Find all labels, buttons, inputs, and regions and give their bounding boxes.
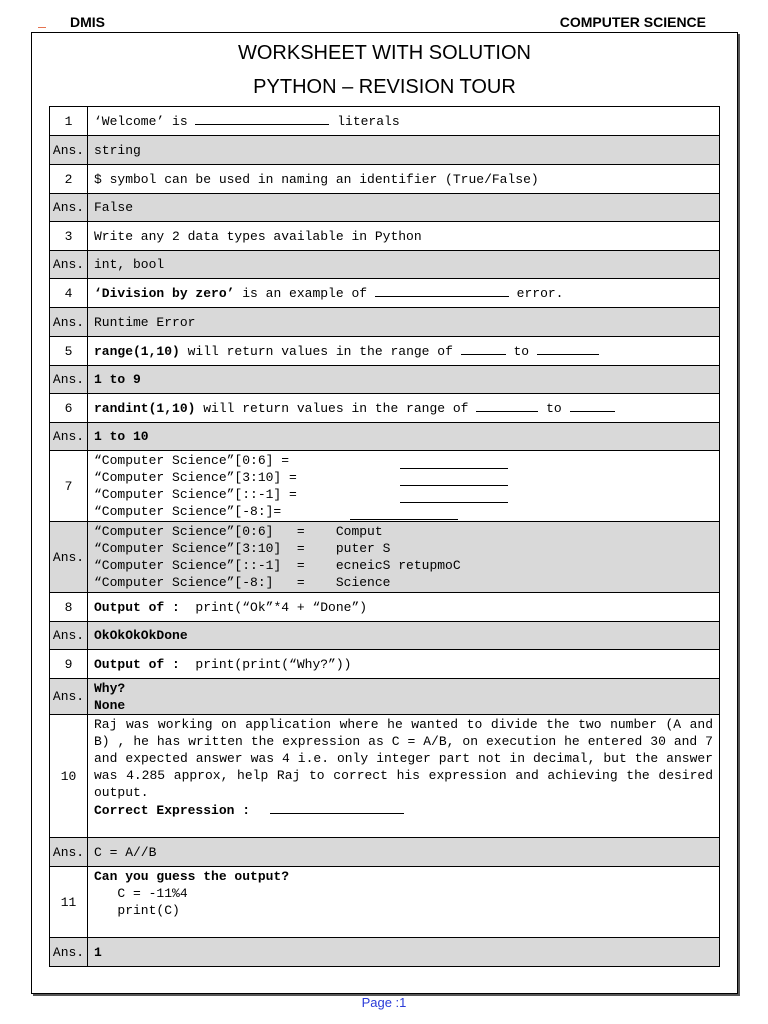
answer-blank [400, 456, 508, 469]
q10-paragraph: Raj was working on application where he wanted to divide the two number (A and B) , he has written the expression as C = A/B, on execution he entered 30 and 7 and expected answer was 4 i.e. only integer part not in decimal, but the answer was 4.285 approx, help Raj to correct his expression and achieving the desired output. [94, 717, 713, 800]
question-number: 1 [50, 107, 88, 136]
q11-label: Can you guess the output? [94, 869, 290, 884]
q4-bold-term: ‘Division by zero’ [94, 286, 235, 301]
question-row [50, 165, 720, 194]
q7-line [94, 469, 713, 486]
answer-blank [537, 342, 599, 355]
question-text [88, 593, 720, 622]
answer-text: string [88, 136, 720, 165]
question-row [50, 867, 720, 938]
q7-line [94, 486, 713, 503]
answer-label: Ans. [50, 938, 88, 967]
answer-row [50, 522, 720, 593]
answer-blank [270, 801, 404, 814]
answer-label: Ans. [50, 366, 88, 394]
answer-label: Ans. [50, 194, 88, 222]
q9-answer-line: Why? [94, 680, 126, 696]
answer-text: False [88, 194, 720, 222]
q7-expr: “Computer Science”[3:10] = [94, 470, 297, 485]
answer-blank [195, 112, 329, 125]
question-text [88, 715, 720, 838]
q6-text-to: to [538, 401, 570, 416]
question-row [50, 715, 720, 838]
q5-bold-term: range(1,10) [94, 344, 180, 359]
q7-answer-line: “Computer Science”[::-1] = ecneicS retupmoC [94, 558, 461, 573]
header-subject: COMPUTER SCIENCE [559, 14, 706, 30]
answer-row [50, 308, 720, 337]
q9-answer-line: None [94, 697, 126, 713]
question-text [88, 451, 720, 522]
q6-bold-term: randint(1,10) [94, 401, 196, 416]
header-mark [38, 27, 46, 28]
question-text: Write any 2 data types available in Python [88, 222, 720, 251]
answer-row [50, 194, 720, 222]
answer-blank [476, 399, 538, 412]
question-number: 11 [50, 867, 88, 938]
question-number: 7 [50, 451, 88, 522]
q7-expr: “Computer Science”[0:6] = [94, 453, 290, 468]
q7-expr: “Computer Science”[-8:]= [94, 504, 282, 519]
question-text [88, 107, 720, 136]
answer-blank [400, 490, 508, 503]
q6-text-mid: will return values in the range of [195, 401, 477, 416]
q5-text-mid: will return values in the range of [179, 344, 461, 359]
q7-line [94, 503, 713, 520]
question-number: 4 [50, 279, 88, 308]
question-number: 3 [50, 222, 88, 251]
q5-text-to: to [505, 344, 537, 359]
question-text [88, 279, 720, 308]
question-row [50, 337, 720, 366]
worksheet-subtitle: PYTHON – REVISION TOUR [253, 76, 516, 98]
question-text [88, 650, 720, 679]
question-row [50, 107, 720, 136]
header-school: DMIS [70, 14, 105, 30]
answer-row [50, 622, 720, 650]
q11-code-line: C = -11%4 [94, 886, 188, 901]
question-number: 5 [50, 337, 88, 366]
question-table [49, 106, 720, 967]
question-row [50, 279, 720, 308]
question-row [50, 451, 720, 522]
answer-text: C = A//B [88, 838, 720, 867]
q4-text-mid: is an example of [234, 286, 375, 301]
page-number: Page :1 [361, 995, 407, 1010]
q8-label: Output of : [94, 599, 180, 615]
question-text [88, 867, 720, 938]
answer-row [50, 679, 720, 715]
q9-code: print(print(“Why?”)) [179, 656, 352, 672]
answer-row [50, 136, 720, 165]
question-number: 6 [50, 394, 88, 423]
answer-row [50, 366, 720, 394]
q10-correct-expression [94, 801, 713, 819]
answer-label: Ans. [50, 136, 88, 165]
question-number: 2 [50, 165, 88, 194]
answer-blank [375, 284, 509, 297]
answer-text [88, 522, 720, 593]
q7-expr: “Computer Science”[::-1] = [94, 487, 297, 502]
answer-text: Runtime Error [88, 308, 720, 337]
question-text [88, 337, 720, 366]
q9-label: Output of : [94, 656, 180, 672]
question-number: 9 [50, 650, 88, 679]
question-row [50, 394, 720, 423]
answer-row [50, 423, 720, 451]
answer-blank [350, 507, 458, 520]
answer-text: int, bool [88, 251, 720, 279]
answer-label: Ans. [50, 251, 88, 279]
question-number: 10 [50, 715, 88, 838]
answer-text: 1 [88, 938, 720, 967]
answer-label: Ans. [50, 522, 88, 593]
answer-text: OkOkOkOkDone [88, 622, 720, 650]
answer-blank [570, 399, 615, 412]
answer-label: Ans. [50, 838, 88, 867]
question-row [50, 222, 720, 251]
question-row [50, 650, 720, 679]
worksheet-frame [31, 32, 738, 994]
answer-row [50, 938, 720, 967]
q7-answer-line: “Computer Science”[0:6] = Comput [94, 524, 383, 539]
answer-row [50, 251, 720, 279]
q8-code: print(“Ok”*4 + “Done”) [179, 599, 368, 615]
q10-label: Correct Expression : [94, 803, 251, 818]
q7-answer-line: “Computer Science”[3:10] = puter S [94, 541, 391, 556]
answer-text [88, 679, 720, 715]
q1-text-pre: ‘Welcome’ is [94, 114, 196, 129]
answer-label: Ans. [50, 423, 88, 451]
answer-label: Ans. [50, 308, 88, 337]
answer-text: 1 to 10 [88, 423, 720, 451]
answer-label: Ans. [50, 622, 88, 650]
answer-label: Ans. [50, 679, 88, 715]
answer-text: 1 to 9 [88, 366, 720, 394]
worksheet-title: WORKSHEET WITH SOLUTION [238, 42, 531, 64]
q1-text-post: literals [329, 114, 400, 129]
answer-row [50, 838, 720, 867]
q7-line [94, 452, 713, 469]
question-number: 8 [50, 593, 88, 622]
answer-blank [461, 342, 506, 355]
question-text [88, 394, 720, 423]
answer-blank [400, 473, 508, 486]
question-row [50, 593, 720, 622]
q4-text-post: error. [508, 286, 564, 301]
q11-code-line: print(C) [94, 903, 180, 918]
question-text: $ symbol can be used in naming an identifier (True/False) [88, 165, 720, 194]
q7-answer-line: “Computer Science”[-8:] = Science [94, 575, 391, 590]
